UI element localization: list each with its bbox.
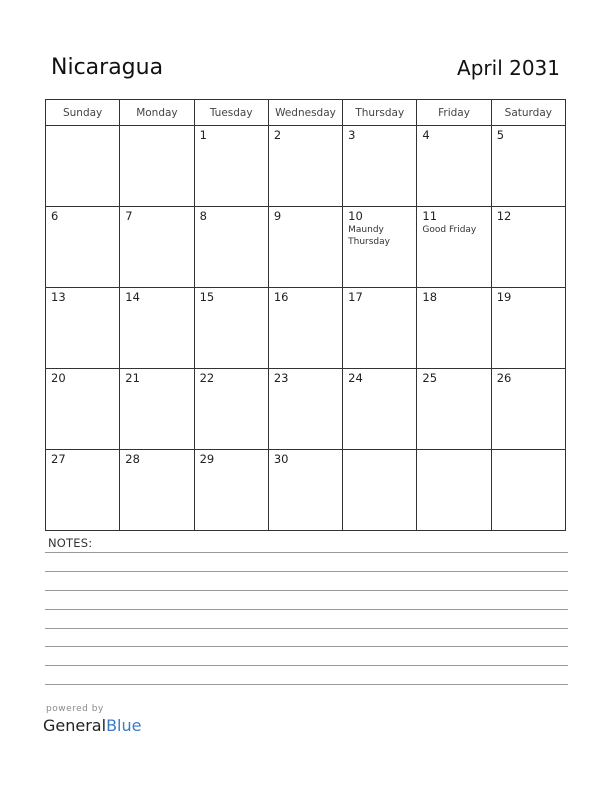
day-cell (417, 288, 491, 369)
day-number: 29 (199, 452, 215, 466)
day-number: 10 (348, 209, 363, 223)
day-number: 28 (125, 452, 140, 466)
logo-general-text: General (43, 716, 107, 735)
day-number: 22 (199, 371, 215, 385)
day-number: 8 (199, 209, 207, 223)
day-number: 5 (496, 128, 505, 142)
calendar-grid (45, 99, 566, 531)
notes-line (45, 571, 568, 572)
day-number: 11 (422, 209, 438, 223)
day-cell (120, 450, 194, 531)
day-number: 4 (422, 128, 430, 142)
day-cell (268, 288, 342, 369)
powered-by-text: powered by (46, 704, 104, 714)
weekday-header-row (46, 100, 566, 126)
logo-blue-text: Blue (106, 716, 142, 735)
day-cell (120, 369, 194, 450)
day-cell (491, 288, 565, 369)
day-cell (194, 369, 268, 450)
day-cell (120, 126, 194, 207)
day-number: 30 (273, 452, 289, 466)
day-number: 17 (348, 290, 363, 304)
day-cell (417, 369, 491, 450)
day-cell (417, 126, 491, 207)
day-cell (194, 450, 268, 531)
day-cell (417, 207, 491, 288)
day-number: 7 (125, 209, 133, 223)
notes-line (45, 684, 568, 685)
weekday-sunday: Sunday (46, 100, 120, 126)
day-number: 3 (348, 128, 356, 142)
day-cell (194, 207, 268, 288)
weekday-monday: Monday (120, 100, 194, 126)
day-number: 21 (125, 371, 140, 385)
holiday-maundy-thursday: Maundy Thursday (348, 225, 390, 247)
notes-line (45, 609, 568, 610)
day-cell (343, 207, 417, 288)
day-cell (46, 369, 120, 450)
day-number: 24 (348, 371, 363, 385)
day-cell (417, 450, 491, 531)
day-number: 15 (199, 290, 215, 304)
day-number: 12 (496, 209, 512, 223)
day-cell (194, 288, 268, 369)
day-cell (343, 126, 417, 207)
day-number: 25 (422, 371, 438, 385)
weekday-saturday: Saturday (491, 100, 565, 126)
holiday-good-friday: Good Friday (422, 225, 477, 235)
day-number: 1 (199, 128, 207, 142)
weekday-friday: Friday (417, 100, 491, 126)
day-number: 14 (125, 290, 140, 304)
week-row (46, 126, 566, 207)
weekday-thursday: Thursday (343, 100, 417, 126)
day-number: 9 (273, 209, 282, 223)
notes-line (45, 590, 568, 591)
notes-line (45, 646, 568, 647)
day-number: 13 (51, 290, 66, 304)
week-row (46, 288, 566, 369)
day-cell (268, 369, 342, 450)
day-number: 23 (273, 371, 289, 385)
notes-line (45, 665, 568, 666)
week-row (46, 450, 566, 531)
weekday-wednesday: Wednesday (268, 100, 342, 126)
day-number: 26 (496, 371, 512, 385)
day-cell (491, 207, 565, 288)
day-cell (343, 450, 417, 531)
day-cell (268, 126, 342, 207)
day-cell (46, 207, 120, 288)
day-number: 27 (51, 452, 66, 466)
day-number: 6 (51, 209, 59, 223)
week-row (46, 369, 566, 450)
day-number: 2 (273, 128, 282, 142)
day-number: 19 (496, 290, 512, 304)
notes-label: NOTES: (48, 536, 93, 550)
day-cell (120, 207, 194, 288)
day-cell (491, 369, 565, 450)
weekday-tuesday: Tuesday (194, 100, 268, 126)
day-cell (46, 450, 120, 531)
day-cell (343, 369, 417, 450)
month-year-title: April 2031 (457, 56, 560, 80)
day-cell (120, 288, 194, 369)
day-cell (343, 288, 417, 369)
day-cell (46, 126, 120, 207)
country-title: Nicaragua (51, 55, 164, 80)
day-cell (491, 126, 565, 207)
day-cell (491, 450, 565, 531)
notes-line (45, 628, 568, 629)
generalblue-logo[interactable] (43, 716, 141, 735)
week-row (46, 207, 566, 288)
day-cell (46, 288, 120, 369)
day-number: 16 (273, 290, 289, 304)
day-cell (268, 207, 342, 288)
day-number: 20 (51, 371, 66, 385)
notes-line (45, 552, 568, 553)
day-cell (268, 450, 342, 531)
day-number: 18 (422, 290, 438, 304)
day-cell (194, 126, 268, 207)
